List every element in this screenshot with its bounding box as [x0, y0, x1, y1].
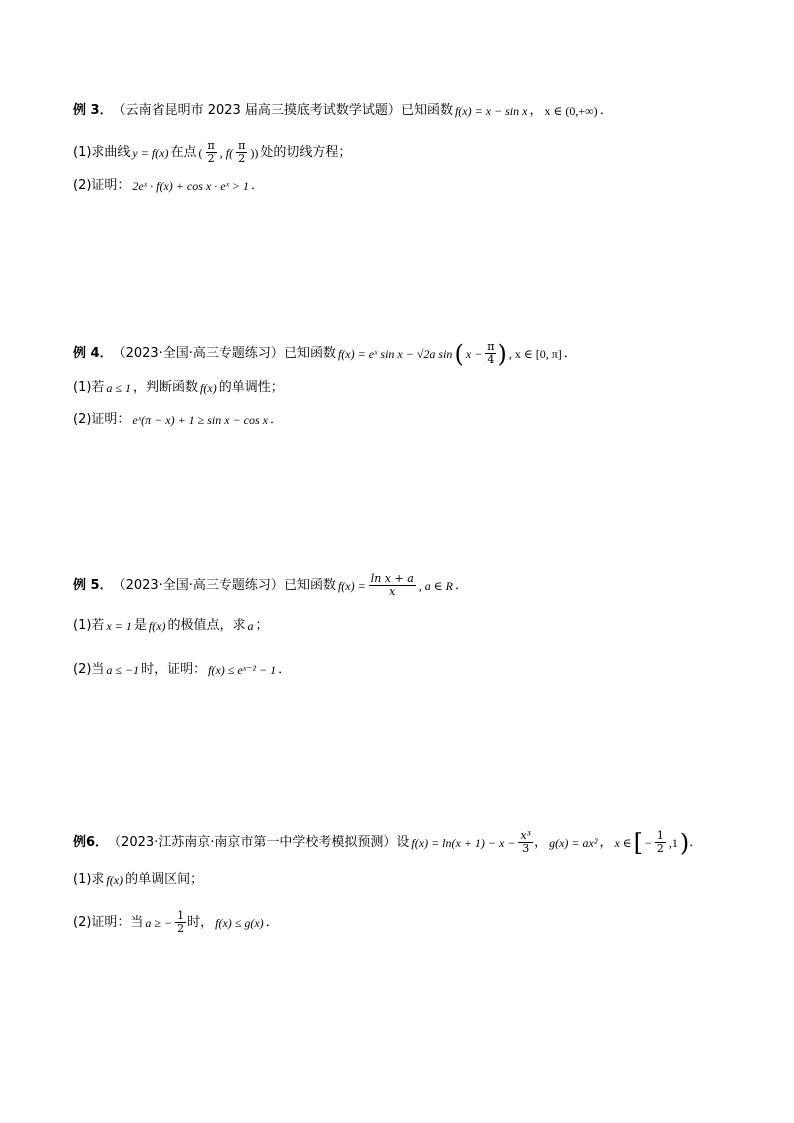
denominator: 2	[207, 152, 215, 166]
numerator: π	[238, 139, 246, 152]
paren: ))	[250, 145, 259, 160]
question-text: (2)证明：	[73, 412, 131, 427]
problem-intro: 已知函数	[283, 346, 336, 362]
inequality-expression: eˣ(π − x) + 1 ≥ sin x − cos x	[132, 412, 268, 427]
period: ．	[599, 103, 613, 118]
minus-sign: −	[645, 835, 652, 850]
problem-source: （2023·全国·高三专题练习）	[112, 578, 284, 594]
period: ．	[455, 578, 469, 594]
denominator: 3	[522, 842, 530, 856]
example-5-question-2	[73, 663, 291, 676]
question-text: ；	[255, 618, 269, 633]
curve-expression: y = f(x)	[132, 145, 169, 160]
domain-bound: ,1	[668, 835, 678, 850]
question-text: 在点	[170, 145, 197, 161]
function-ref: f(x)	[106, 872, 124, 887]
domain-expression: , x ∈ [0, π]	[508, 346, 562, 361]
function-expression: f(x) = ln(x + 1) − x −	[411, 835, 516, 850]
inequality-expression: f(x) ≤ eˣ⁻² − 1	[208, 662, 277, 677]
variable: a	[247, 618, 254, 633]
inequality-expression: 2eˣ · f(x) + cos x · eˣ > 1	[132, 178, 250, 193]
example-5-question-1	[73, 619, 269, 632]
denominator: 2	[656, 842, 664, 856]
example-6-question-1	[73, 873, 203, 886]
domain-expression: x ∈	[614, 835, 632, 850]
question-text: 的单调区间；	[125, 872, 204, 887]
example-4-question-1	[73, 381, 284, 394]
problem-intro: 设	[396, 835, 410, 851]
question-text: ，判断函数	[133, 380, 199, 395]
numerator: x³	[520, 829, 532, 842]
fraction-x-cubed-over-3	[518, 830, 533, 855]
function-ref: f(x)	[200, 380, 217, 395]
function-expression: f(x) = eˣ sin x − √2a sin	[337, 346, 453, 361]
numerator: π	[487, 340, 495, 353]
paren: (	[454, 339, 464, 368]
example-3-question-1	[73, 140, 351, 165]
example-5-heading	[73, 573, 468, 598]
bracket: [	[633, 828, 644, 857]
separator: ，	[529, 103, 543, 118]
numerator: 1	[656, 829, 664, 842]
question-text: 的极值点，求	[167, 618, 246, 633]
denominator: 2	[238, 152, 246, 166]
domain-expression: , a ∈ R	[418, 578, 453, 593]
example-label: 例 3．	[73, 103, 113, 118]
condition-expression: a ≥ −	[145, 915, 173, 930]
period: ．	[689, 835, 703, 851]
problem-intro: 已知函数	[400, 103, 453, 118]
period: ．	[251, 178, 265, 193]
question-text: 是	[133, 618, 147, 633]
problem-source: （2023·全国·高三专题练习）	[112, 346, 284, 362]
fraction-pi-over-4	[485, 341, 496, 366]
paren: (	[198, 145, 203, 160]
paren: )	[679, 828, 690, 857]
question-text: (2)当	[73, 662, 105, 677]
question-text: (1)求曲线	[73, 145, 131, 161]
numerator: 1	[177, 909, 185, 922]
function-lhs: f(x) =	[337, 578, 366, 593]
example-4-heading	[73, 341, 577, 366]
condition-expression: a ≤ −1	[106, 662, 140, 677]
example-3-question-2	[73, 179, 264, 192]
problem-source: （2023·江苏南京·南京市第一中学校考模拟预测）	[108, 835, 397, 851]
denominator: x	[389, 585, 396, 599]
question-text: 时，	[187, 915, 214, 931]
period: ．	[563, 346, 577, 362]
g-function-expression: g(x) = ax²	[549, 835, 598, 850]
period: ．	[278, 662, 292, 677]
fraction-one-half	[175, 910, 186, 935]
example-label: 例6．	[73, 835, 109, 851]
example-3-heading	[73, 104, 613, 117]
question-text: (2)证明：	[73, 178, 131, 193]
function-expression: f(x) = x − sin x	[454, 103, 528, 118]
function-ref: f(x)	[148, 618, 166, 633]
example-6-heading	[73, 830, 702, 855]
fraction-one-half	[655, 830, 666, 855]
question-text: 的单调性；	[218, 380, 284, 395]
problem-intro: 已知函数	[283, 578, 336, 594]
numerator: π	[207, 139, 215, 152]
fraction-ln-over-x	[369, 573, 416, 598]
fraction-pi-over-2	[206, 140, 217, 165]
condition-expression: a ≤ 1	[106, 380, 132, 395]
example-6-question-2	[73, 910, 279, 935]
numerator: ln x + a	[370, 572, 414, 585]
period: ．	[270, 412, 284, 427]
condition-expression: x = 1	[106, 618, 132, 633]
problem-source: （云南省昆明市 2023 届高三摸底考试数学试题）	[112, 103, 401, 118]
point-mid: , f(	[219, 145, 234, 160]
paren: )	[497, 339, 507, 368]
inequality-expression: f(x) ≤ g(x)	[215, 915, 264, 930]
inner-expression: x −	[465, 346, 483, 361]
separator: ，	[599, 835, 613, 851]
denominator: 2	[177, 922, 185, 936]
question-text: 时，证明：	[141, 662, 207, 677]
denominator: 4	[487, 353, 495, 367]
example-4-question-2	[73, 413, 283, 426]
question-text: (1)求	[73, 872, 105, 887]
example-label: 例 4．	[73, 346, 113, 362]
question-text: (1)若	[73, 618, 105, 633]
period: ．	[265, 915, 279, 931]
domain-expression: x ∈ (0,+∞)	[544, 103, 598, 118]
question-text: (1)若	[73, 380, 105, 395]
fraction-pi-over-2	[236, 140, 247, 165]
example-label: 例 5．	[73, 578, 113, 594]
question-text: 处的切线方程；	[260, 145, 352, 161]
separator: ，	[534, 835, 548, 851]
question-text: (2)证明：当	[73, 915, 144, 931]
